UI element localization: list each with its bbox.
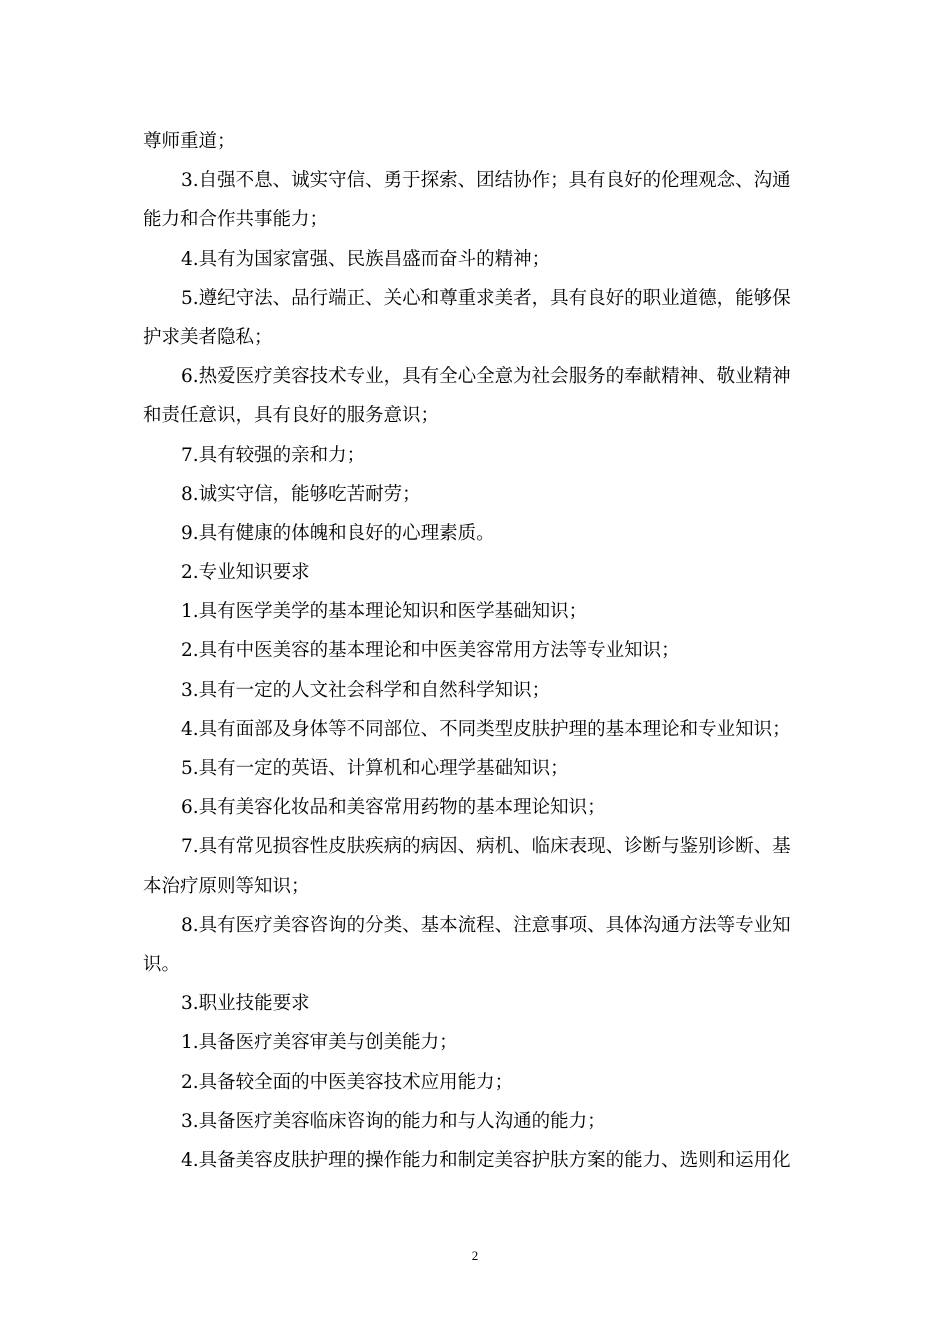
- text-line-27: 4.具备美容皮肤护理的操作能力和制定美容护肤方案的能力、选则和运用化: [181, 1149, 791, 1171]
- text-line-6: 护求美者隐私；: [143, 326, 273, 348]
- text-line-2: 3.自强不息、诚实守信、勇于探索、团结协作；具有良好的伦理观念、沟通: [181, 170, 791, 192]
- text-line-14: 2.具有中医美容的基本理论和中医美容常用方法等专业知识；: [181, 640, 680, 662]
- text-line-20: 本治疗原则等知识；: [143, 875, 310, 897]
- text-line-22: 识。: [143, 953, 181, 975]
- text-line-5: 5.遵纪守法、品行端正、关心和尊重求美者，具有良好的职业道德，能够保: [181, 287, 791, 309]
- text-line-21: 8.具有医疗美容咨询的分类、基本流程、注意事项、具体沟通方法等专业知: [181, 914, 791, 936]
- text-line-8: 和责任意识，具有良好的服务意识；: [143, 405, 440, 427]
- text-line-17: 5.具有一定的英语、计算机和心理学基础知识；: [181, 758, 569, 779]
- text-line-4: 4.具有为国家富强、民族昌盛而奋斗的精神；: [181, 248, 551, 270]
- section-heading-professional-knowledge: 2.专业知识要求: [181, 562, 310, 584]
- text-line-13: 1.具有医学美学的基本理论知识和医学基础知识；: [181, 601, 588, 623]
- text-line-3: 能力和合作共事能力；: [143, 209, 329, 231]
- document-body: [143, 122, 808, 1180]
- text-line-1: 尊师重道；: [143, 131, 236, 152]
- text-line-18: 6.具有美容化妆品和美容常用药物的基本理论知识；: [181, 797, 606, 819]
- text-line-26: 3.具备医疗美容临床咨询的能力和与人沟通的能力；: [181, 1110, 606, 1132]
- text-line-15: 3.具有一定的人文社会科学和自然科学知识；: [181, 679, 551, 701]
- text-line-16: 4.具有面部及身体等不同部位、不同类型皮肤护理的基本理论和专业知识；: [181, 718, 791, 740]
- text-line-10: 8.诚实守信，能够吃苦耐劳；: [181, 483, 421, 505]
- section-heading-vocational-skills: 3.职业技能要求: [181, 993, 310, 1015]
- text-line-9: 7.具有较强的亲和力；: [181, 444, 366, 466]
- text-line-19: 7.具有常见损容性皮肤疾病的病因、病机、临床表现、诊断与鉴别诊断、基: [181, 836, 791, 858]
- page-number: 2: [471, 1248, 479, 1263]
- text-line-25: 2.具备较全面的中医美容技术应用能力；: [181, 1071, 514, 1093]
- text-line-24: 1.具备医疗美容审美与创美能力；: [181, 1032, 458, 1054]
- text-line-7: 6.热爱医疗美容技术专业，具有全心全意为社会服务的奉献精神、敬业精神: [181, 366, 791, 388]
- text-line-11: 9.具有健康的体魄和良好的心理素质。: [181, 522, 495, 544]
